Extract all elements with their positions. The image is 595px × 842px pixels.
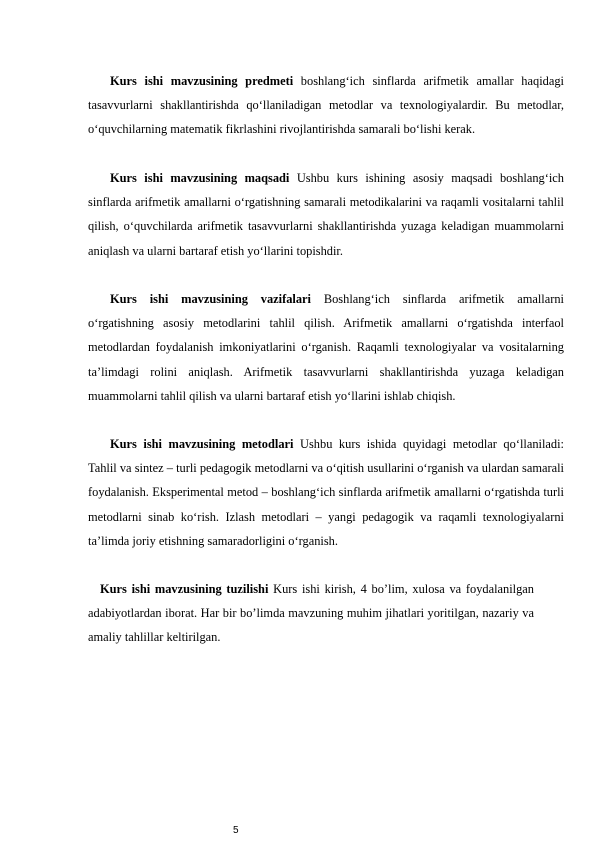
paragraph-heading: Kurs ishi mavzusining metodlari <box>110 437 294 451</box>
paragraph-text: Boshlang‘ich sinflarda arifmetik amallarni o‘rgatishning asosiy metodlarini tahlil qilish. Arifmetik amallarni o‘rgatishda interfaol metodlardan foydalanish imkoniyatlarini o‘rganish. Raqamli texnologiyalar va vositalarning ta’limdagi rolini aniqlash. Arifmetik tasavvurlarni shakllantirishda yuzaga keladigan muammolarni tahlil qilish va ularni bartaraf etish yo‘llarini ishlab chiqish. <box>88 292 564 403</box>
paragraph-heading: Kurs ishi mavzusining maqsadi <box>110 171 290 185</box>
paragraph-heading: Kurs ishi mavzusining tuzilishi <box>100 582 269 596</box>
page-number: 5 <box>233 825 239 836</box>
paragraph-heading: Kurs ishi mavzusining vazifalari <box>110 292 311 306</box>
paragraph-text: Ushbu kurs ishining asosiy maqsadi boshlang‘ich sinflarda arifmetik amallarni o‘rgatishning samarali metodikalarini va raqamli vositalarni tahlil qilish, o‘quvchilarda arifmetik tasavvurlarni shakllantirishda yuzaga keladigan muammolarni aniqlash va ularni bartaraf etish yo‘llarini topishdir. <box>88 171 564 258</box>
paragraph-text: Kurs ishi kirish, 4 bo’lim, xulosa va foydalanilgan adabiyotlardan iborat. Har bir bo’limda mavzuning muhim jihatlari yoritilgan, nazariy va amaliy tahlillar keltirilgan. <box>88 582 534 645</box>
paragraph-text: Ushbu kurs ishida quyidagi metodlar qo‘llaniladi: Tahlil va sintez – turli pedagogik metodlarni va o‘qitish usullarini o‘rganish va ulardan samarali foydalanish. Eksperimental metod – boshlang‘ich sinflarda arifmetik amallarni o‘rgatishda turli metodlarni sinab ko‘rish. Izlash metodlari – yangi pedagogik va raqamli texnologiyalarni ta’limda joriy etishning samaradorligini o‘rganish. <box>88 437 564 548</box>
paragraph-text: boshlang‘ich sinflarda arifmetik amallar haqidagi tasavvurlarni shakllantirishda qo‘llaniladigan metodlar va texnologiyalardir. Bu metodlar, o‘quvchilarning matematik fikrlashini rivojlantirishda samarali bo‘lishi kerak. <box>88 74 564 137</box>
paragraph-tuzilishi <box>88 577 534 650</box>
paragraph-predmeti <box>88 69 564 142</box>
paragraph-vazifalari <box>88 287 564 408</box>
paragraph-metodlari <box>88 432 564 553</box>
paragraph-maqsadi <box>88 166 564 263</box>
paragraph-heading: Kurs ishi mavzusining predmeti <box>110 74 294 88</box>
